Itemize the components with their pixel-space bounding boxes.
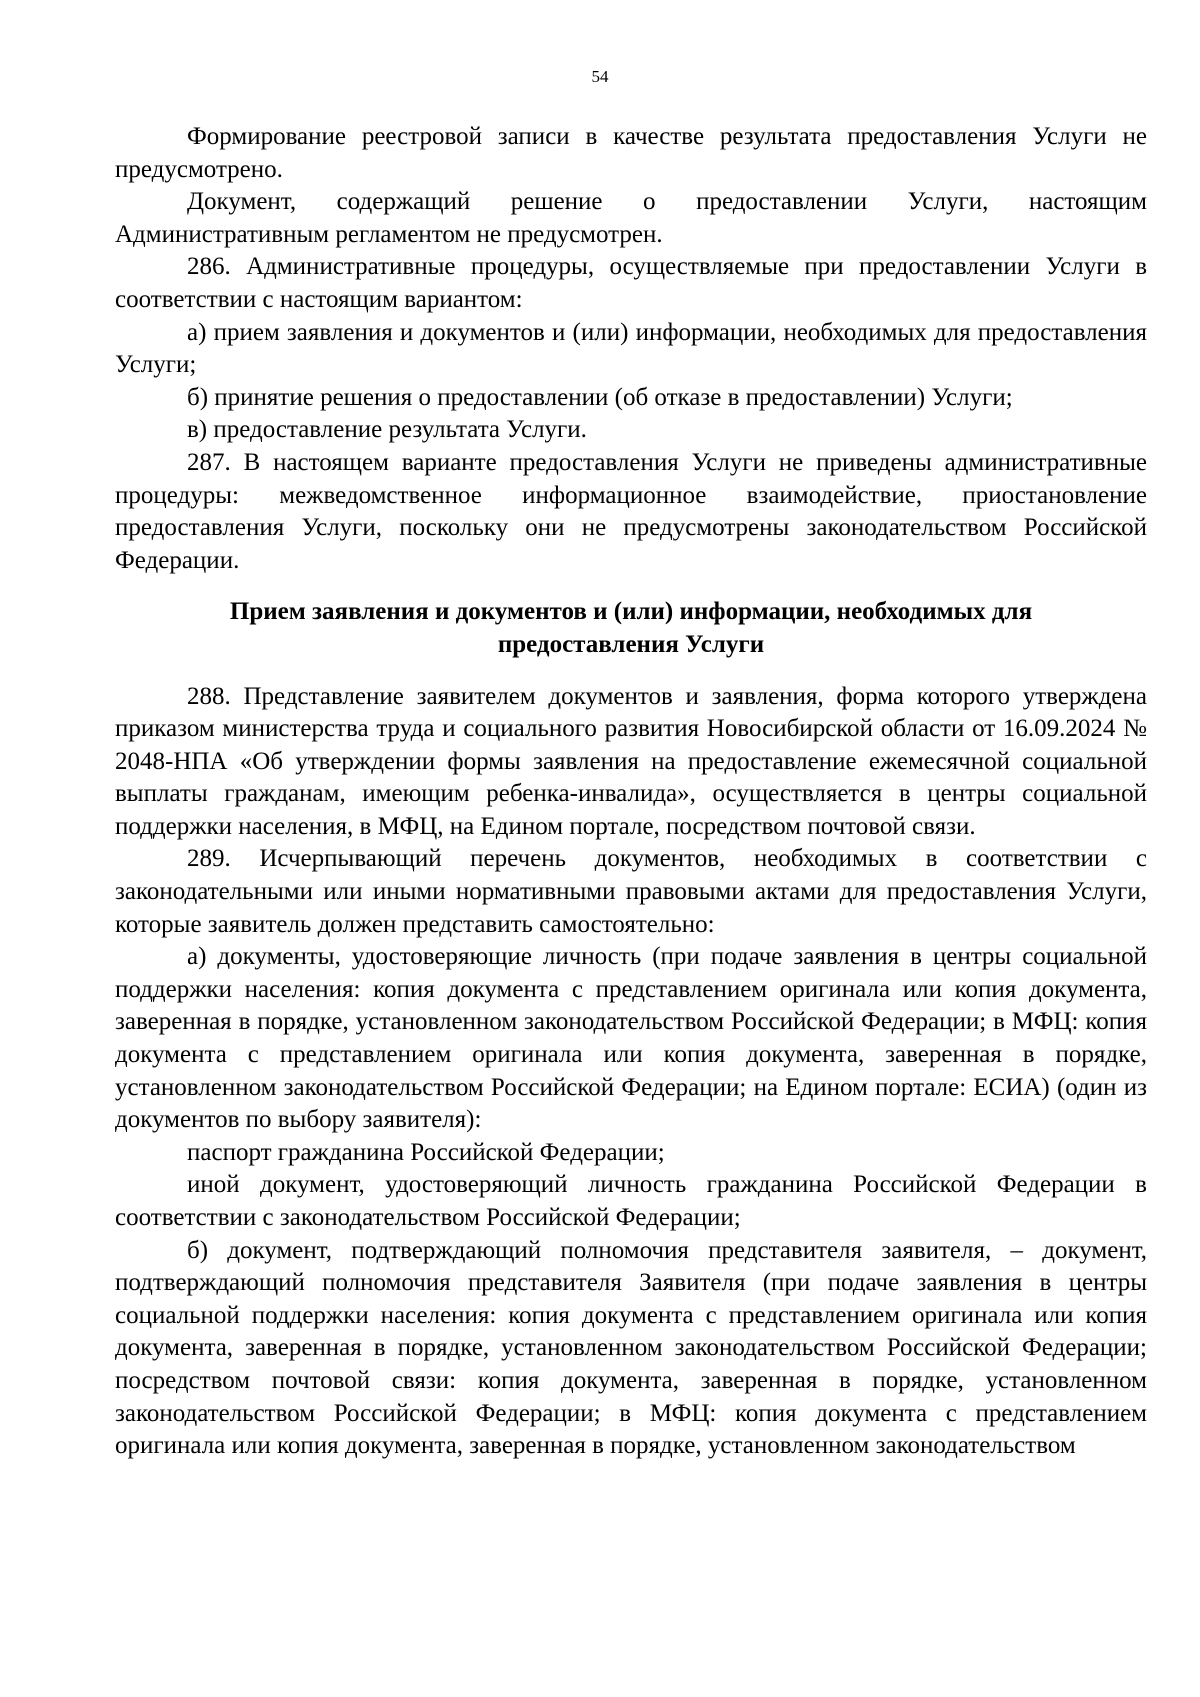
section-heading: Прием заявления и документов и (или) информации, необходимых для предоставления Услуги bbox=[229, 598, 1033, 658]
document-body bbox=[115, 121, 1147, 1463]
list-item-286-v: в) предоставление результата Услуги. bbox=[187, 416, 587, 444]
paragraph-289: 289. Исчерпывающий перечень документов, необходимых в соответствии с законодательными или иными нормативными правовыми актами для предоставления Услуги, которые заявитель должен представить самостоятельно: bbox=[115, 845, 1147, 938]
list-item-289-b: б) документ, подтверждающий полномочия представителя заявителя, – документ, подтверждающий полномочия представителя Заявителя (при подаче заявления в центры социальной поддержки населения: копия документа с представлением оригинала или копия документа, заверенная в порядке, установленном законодательством Российской Федерации; посредством почтовой связи: копия документа, заверенная в порядке, установленном законодательством Российской Федерации; в МФЦ: копия документа с представлением оригинала или копия документа, заверенная в порядке, установленном законодательством bbox=[115, 1236, 1147, 1460]
list-item-289-a: а) документы, удостоверяющие личность (при подаче заявления в центры социальной поддержки населения: копия документа с представлением оригинала или копия документа, заверенная в порядке, установленном законодательством Российской Федерации; в МФЦ: копия документа с представлением оригинала или копия документа, заверенная в порядке, установленном законодательством Российской Федерации; на Едином портале: ЕСИА) (один из документов по выбору заявителя): bbox=[115, 943, 1147, 1134]
paragraph-288: 288. Представление заявителем документов и заявления, форма которого утверждена приказом министерства труда и социального развития Новосибирской области от 16.09.2024 № 2048-НПА «Об утверждении формы заявления на предоставление ежемесячной социальной выплаты гражданам, имеющим ребенка-инвалида», осуществляется в центры социальной поддержки населения, в МФЦ, на Едином портале, посредством почтовой связи. bbox=[115, 682, 1147, 840]
page-number: 54 bbox=[591, 67, 609, 86]
list-item-other-id: иной документ, удостоверяющий личность гражданина Российской Федерации в соответствии с законодательством Российской Федерации; bbox=[115, 1171, 1147, 1231]
paragraph-decision-document: Документ, содержащий решение о предоставлении Услуги, настоящим Административным регламентом не предусмотрен. bbox=[115, 188, 1147, 248]
paragraph-registry-record: Формирование реестровой записи в качестве результата предоставления Услуги не предусмотрено. bbox=[115, 123, 1147, 183]
list-item-286-a: а) прием заявления и документов и (или) информации, необходимых для предоставления Услуги; bbox=[115, 318, 1147, 379]
paragraph-286: 286. Административные процедуры, осуществляемые при предоставлении Услуги в соответствии с настоящим вариантом: bbox=[115, 253, 1147, 313]
list-item-286-b: б) принятие решения о предоставлении (об отказе в предоставлении) Услуги; bbox=[187, 383, 1013, 411]
list-item-passport: паспорт гражданина Российской Федерации; bbox=[187, 1138, 665, 1166]
paragraph-287: 287. В настоящем варианте предоставления Услуги не приведены административные процедуры: межведомственное информационное взаимодействие, приостановление предоставления Услуги, поскольку они не предусмотрены законодательством Российской Федерации. bbox=[115, 448, 1147, 574]
